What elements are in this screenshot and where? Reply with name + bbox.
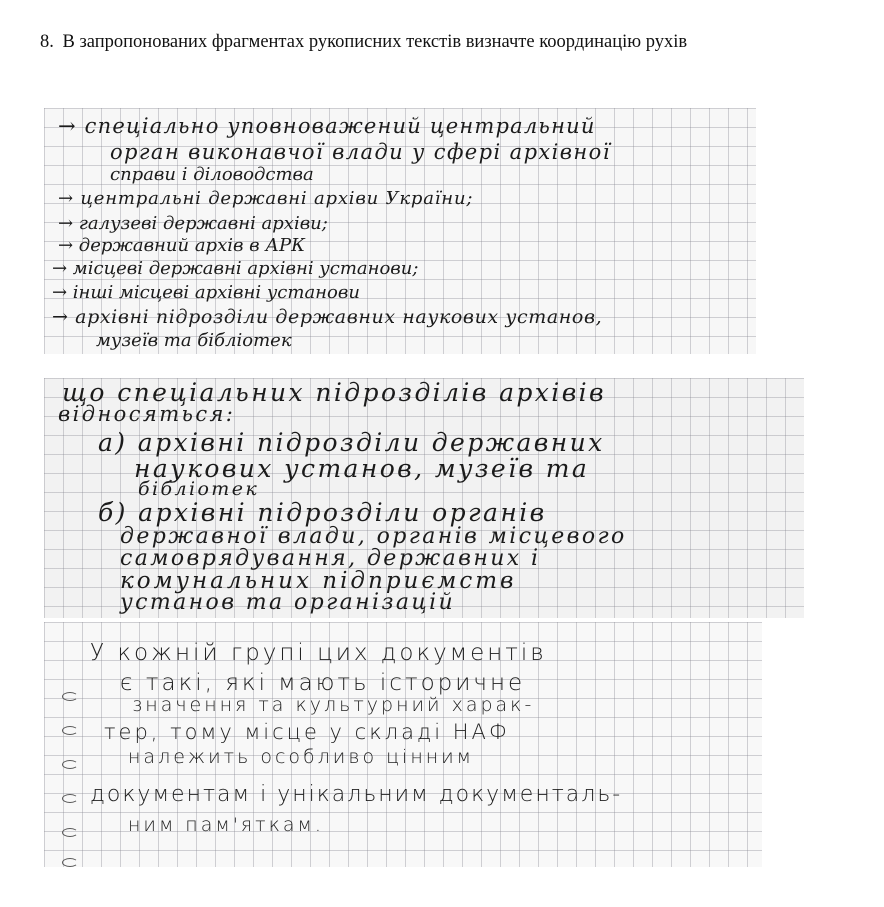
fragment-3-line: У кожній групі цих документів	[90, 640, 547, 666]
fragment-3-line: ним пам'яткам.	[128, 814, 324, 836]
fragment-3-line: значення та культурний харак-	[132, 694, 535, 716]
fragment-1-line: → архівні підрозділи державних наукових установ,	[52, 306, 603, 328]
spiral-ring-icon	[62, 726, 78, 735]
fragment-2-line: б) архівні підрозділи органів	[98, 498, 547, 527]
fragment-2-line: комунальних підприємств	[120, 568, 517, 594]
fragment-1-line: → спеціально уповноважений центральний	[58, 114, 596, 138]
fragment-1-line: орган виконавчої влади у сфері архівної	[110, 140, 611, 164]
spiral-ring-icon	[62, 760, 78, 769]
spiral-ring-icon	[62, 794, 78, 803]
fragment-3-line: є такі, які мають історичне	[120, 670, 526, 696]
fragment-2-line: державної влади, органів місцевого	[120, 524, 627, 549]
fragment-2-line: що спеціальних підрозділів архівів	[62, 378, 606, 407]
fragment-1-line: → галузеві державні архіви;	[58, 213, 328, 234]
fragment-1-line: → інші місцеві архівні установи	[52, 282, 360, 303]
spiral-ring-icon	[62, 692, 78, 701]
fragment-2-line: бібліотек	[138, 478, 260, 500]
spiral-ring-icon	[62, 828, 78, 837]
spiral-ring-icon	[62, 858, 78, 867]
fragment-3-line: тер, тому місце у складі НАФ	[104, 720, 510, 744]
fragment-1-line: музеїв та бібліотек	[96, 330, 292, 351]
fragment-2-line: наукових установ, музеїв та	[134, 454, 590, 483]
handwritten-fragment-2	[44, 378, 804, 618]
fragment-2-line: відносяться:	[58, 402, 236, 426]
fragment-2-line: установ та організацій	[120, 590, 456, 615]
fragment-1-line: → місцеві державні архівні установи;	[52, 258, 419, 279]
task-statement	[40, 22, 845, 62]
handwritten-fragment-3	[44, 622, 762, 867]
fragment-3-line: документам і унікальним документаль-	[90, 782, 623, 807]
fragment-3-line: належить особливо цінним	[128, 746, 475, 768]
fragment-1-line: → державний архів в АРК	[58, 235, 306, 256]
task-text: В запропонованих фрагментах рукописних текстів визначте координацію рухів	[62, 32, 688, 52]
task-number: 8.	[40, 32, 54, 52]
fragment-2-line: а) архівні підрозділи державних	[98, 428, 605, 457]
fragment-2-line: самоврядування, державних і	[120, 546, 541, 571]
fragment-1-line: → центральні державні архіви України;	[58, 188, 474, 209]
fragment-1-line: справи і діловодства	[110, 164, 314, 185]
handwritten-fragment-1	[44, 108, 756, 354]
